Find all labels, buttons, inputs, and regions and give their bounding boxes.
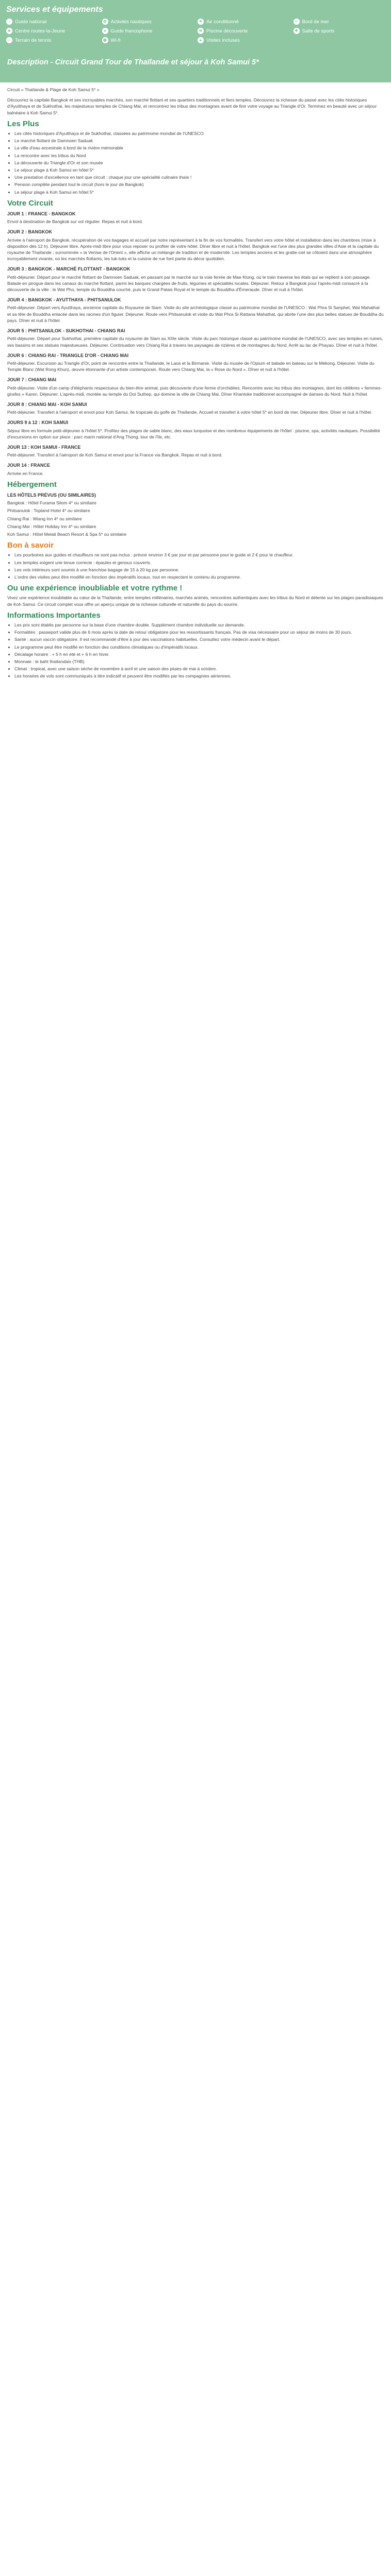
service-item: [6, 37, 98, 43]
wifi-icon: ◉: [102, 37, 108, 43]
service-item: [294, 19, 385, 25]
list-item: • Les temples exigent une tenue correcte : épaules et genoux couverts.: [14, 560, 384, 566]
list-item: • Les prix sont établis par personne sur la base d'une chambre double. Supplément chambre individuelle sur demande.: [14, 622, 384, 628]
hotel-line: Bangkok : Hôtel Furama Silom 4* ou similaire: [7, 500, 96, 506]
sun-icon: ☀: [198, 19, 204, 25]
plus-heading: Les Plus: [7, 119, 39, 128]
day-heading: JOURS 9 à 12 : KOH SAMUI: [7, 420, 69, 426]
list-item: • L'ordre des visites peut être modifié en fonction des impératifs locaux, tout en respectant le contenu du programme.: [14, 574, 384, 580]
service-label: Bord de mer: [302, 19, 329, 25]
list-item: • Les horaires de vols sont communiqués à titre indicatif et peuvent être modifiés par les compagnies aériennes.: [14, 673, 384, 679]
day-heading: JOUR 14 : FRANCE: [7, 463, 51, 468]
list-item: • Les vols intérieurs sont soumis à une franchise bagage de 15 à 20 kg par personne.: [14, 567, 384, 573]
good-list: [7, 552, 384, 580]
list-item: • Le programme peut être modifié en fonction des conditions climatiques ou d'impératifs locaux.: [14, 644, 384, 650]
good-heading: Bon à savoir: [7, 541, 54, 550]
circuit-heading: Votre Circuit: [7, 198, 53, 208]
list-item: • La rencontre avec les tribus du Nord: [14, 152, 384, 159]
list-item: • Les cités historiques d'Ayutthaya et de Sukhothai, classées au patrimoine mondial de l'UNESCO: [14, 130, 384, 137]
service-item: [198, 28, 289, 34]
home-icon: ⌂: [6, 37, 12, 43]
day-text: Petit-déjeuner. Transfert à l'aéroport et envol pour Koh Samui, île tropicale du golfe de Thaïlande. Accueil et transfert à votre hôtel 5* en bord de mer. Déjeuner libre. Dîner et nuit à l'hôtel.: [7, 410, 372, 415]
car-icon: ▲: [198, 37, 204, 43]
day-text: Arrivée à l'aéroport de Bangkok, récupération de vos bagages et accueil par notre représentant à la fin de vos formalités. Transfert vers votre hôtel et installation dans les chambres (mise à disposition dès 12 h). Déjeuner libre. Après-midi libre pour vous reposer ou profiter de votre hôtel. Dîner libre et nuit à l'hôtel. Bangkok est l'une des plus grandes villes d'Asie et la capitale du royaume de Thaïlande ; surnommée « la Venise de l'Orient », elle affiche un mélange de tradition et de modernité. Les temples anciens et les gratte-ciel se côtoient dans une atmosphère incroyablement vivante, où les marchés flottants, les tuk-tuks et la cuisine de rue font partie du décor quotidien.: [7, 237, 379, 262]
hotel-line: Phitsanulok : Topland Hotel 4* ou similaire: [7, 508, 90, 514]
day-text: Envol à destination de Bangkok sur vol régulier. Repas et nuit à bord.: [7, 219, 143, 225]
days-list: [7, 211, 384, 477]
services-grid: [6, 19, 385, 43]
service-label: Guide national: [15, 19, 47, 25]
list-item: • Décalage horaire : + 5 h en été et + 6 h en hiver.: [14, 651, 384, 657]
service-label: Guide francophone: [110, 28, 153, 34]
hotel-list: [7, 500, 384, 537]
hotel-heading: Hébergement: [7, 480, 57, 489]
day-heading: JOUR 13 : KOH SAMUI - FRANCE: [7, 444, 81, 450]
service-item: [6, 28, 98, 34]
day-text: Petit-déjeuner. Transfert à l'aéroport de Koh Samui et envol pour la France via Bangkok. Repas et nuit à bord.: [7, 452, 223, 458]
day-text: Petit-déjeuner. Visite d'un camp d'éléphants respectueux du bien-être animal, puis découverte d'une ferme d'orchidées. Rencontre avec les tribus des montagnes, dont les célèbres « femmes-girafes » Karen. Déjeuner. L'après-midi, montée au temple du Doi Suthep, qui domine la ville de Chiang Mai. Dîner Khantoke traditionnel accompagné de danses du Nord. Nuit à l'hôtel.: [7, 385, 382, 397]
day-text: Petit-déjeuner. Départ vers Ayutthaya, ancienne capitale du Royaume de Siam. Visite du site archéologique classé au patrimoine mondial de l'UNESCO : Wat Phra Si Sanphet, Wat Mahathat et sa tête de Bouddha enlacée dans les racines d'un figuier. Déjeuner. Route vers Phitsanulok et visite du Wat Phra Si Rattana Mahathat, qui abrite l'une des plus belles statues de Bouddha du pays. Dîner et nuit à l'hôtel.: [7, 305, 384, 323]
intro-paragraph: Découvrez la capitale Bangkok et ses incroyables marchés, son marché flottant et ses quartiers traditionnels et fiers temples. Découvrez la richesse du passé avec les cités historiques d'Ayutthaya et de Sukhothai, les majestueux temples de Chiang Mai, et rencontrez les tribus des montagnes avant de finir votre voyage au Triangle d'Or. Terminez en beauté avec un séjour balnéaire à Koh Samui 5*.: [7, 97, 377, 115]
day-heading: JOUR 4 : BANGKOK - AYUTTHAYA - PHITSANULOK: [7, 297, 121, 303]
pool-icon: ≋: [198, 28, 204, 34]
day-text: Petit-déjeuner. Départ pour Sukhothai, première capitale du royaume de Siam au XIIIe siècle. Visite du parc historique classé au patrimoine mondial de l'UNESCO, avec ses temples en ruines, ses bassins et ses statues majestueuses. Déjeuner. Continuation vers Chiang Rai à travers les paysages de rizières et de montagnes du Nord. Arrêt au lac de Phayao. Dîner et nuit à l'hôtel.: [7, 336, 383, 348]
service-label: Visites incluses: [206, 37, 240, 43]
hotel-line: Chiang Mai : Hôtel Holiday Inn 4* ou similaire: [7, 523, 96, 529]
list-item: • La découverte du Triangle d'Or et son musée: [14, 160, 384, 166]
day-text: Arrivée en France.: [7, 470, 44, 476]
day-heading: JOUR 3 : BANGKOK - MARCHÉ FLOTTANT - BANGKOK: [7, 266, 131, 272]
list-item: • Climat : tropical, avec une saison sèche de novembre à avril et une saison des pluies de mai à octobre.: [14, 666, 384, 672]
service-item: [198, 19, 289, 25]
day-text: Petit-déjeuner. Départ pour le marché flottant de Damnoen Saduak, en passant par le marché sur la voie ferrée de Mae Klong, où le train traverse les étals qui se replient à son passage. Balade en pirogue dans les canaux du marché flottant, parmi les barques chargées de fruits, légumes et spécialités locales. Déjeuner. Retour à Bangkok pour l'après-midi consacré à la découverte de la ville : le Wat Pho, temple du Bouddha couché, puis le Grand Palais Royal et le temple du Bouddha d'Émeraude. Dîner et nuit à l'hôtel.: [7, 274, 371, 293]
list-item: • Une prestation d'excellence en tant que circuit : chaque jour une spécialité culinaire thaïe !: [14, 174, 384, 180]
list-item: • Formalités : passeport valide plus de 6 mois après la date de retour obligatoire pour les ressortissants français. Pas de visa nécessaire pour un séjour de moins de 30 jours.: [14, 629, 384, 635]
service-label: Centre routes-la-Jeune: [15, 28, 66, 34]
sport-icon: ✚: [294, 28, 300, 34]
service-item: [102, 37, 194, 43]
extra-paragraph: Vivez une expérience inoubliable au cœur de la Thaïlande, entre temples millénaires, marchés animés, rencontres authentiques avec les tribus du Nord et détente sur les plages paradisiaques de Koh Samui. Ce circuit complet vous offre un aperçu unique de la richesse culturelle et naturelle du pays du sourire.: [7, 595, 383, 607]
title-bar: [0, 53, 391, 82]
service-item: [6, 19, 98, 25]
list-item: • Le séjour plage à Koh Samui en hôtel 5*: [14, 189, 384, 195]
day-text: Séjour libre en formule petit-déjeuner à l'hôtel 5*. Profitez des plages de sable blanc, des eaux turquoise et des nombreux équipements de l'hôtel : piscine, spa, activités nautiques. Possibilité d'excursions en option sur place : parc marin national d'Ang Thong, tour de l'île, etc.: [7, 428, 380, 439]
service-label: Piscine découverte: [206, 28, 248, 34]
bed-icon: ≈: [294, 19, 300, 25]
day-text: Petit-déjeuner. Excursion au Triangle d'Or, point de rencontre entre la Thaïlande, le Laos et la Birmanie. Visite du musée de l'Opium et balade en bateau sur le Mékong. Déjeuner. Visite du Temple Blanc (Wat Rong Khun), œuvre étonnante d'un artiste contemporain. Route vers Chiang Mai, la « Rose du Nord ». Dîner et nuit à l'hôtel.: [7, 360, 374, 372]
hotel-line: Koh Samui : Hôtel Melati Beach Resort & Spa 5* ou similaire: [7, 531, 127, 537]
service-item: [294, 28, 385, 34]
list-item: • Le séjour plage à Koh Samui en hôtel 5*: [14, 167, 384, 173]
day-heading: JOUR 5 : PHITSANULOK - SUKHOTHAI - CHIANG RAI: [7, 328, 125, 334]
list-item: • Santé : aucun vaccin obligatoire. Il est recommandé d'être à jour des vaccinations habituelles. Consultez votre médecin avant le départ.: [14, 636, 384, 642]
mic-icon: ♪: [6, 19, 12, 25]
services-title: Services et équipements: [6, 5, 103, 14]
day-heading: JOUR 8 : CHIANG MAI - KOH SAMUI: [7, 401, 87, 407]
day-heading: JOUR 7 : CHIANG MAI: [7, 377, 57, 383]
day-heading: JOUR 2 : BANGKOK: [7, 229, 53, 235]
plate-icon: ●: [102, 28, 108, 34]
service-item: [198, 37, 289, 43]
list-item: • Les pourboires aux guides et chauffeurs ne sont pas inclus : prévoir environ 3 € par jour et par personne pour le guide et 2 € pour le chauffeur.: [14, 552, 384, 558]
list-item: • Pension complète pendant tout le circuit (hors le jour de Bangkok): [14, 181, 384, 188]
content: [0, 82, 391, 680]
info-heading: Informations Importantes: [7, 611, 101, 620]
bus-icon: ■: [6, 28, 12, 34]
page-title: Description - Circuit Grand Tour de Thaïlande et séjour à Koh Samui 5*: [7, 58, 259, 66]
service-label: Terrain de tennis: [15, 37, 52, 43]
services-panel: [0, 0, 391, 53]
service-label: Air conditionné: [206, 19, 239, 25]
day-heading: JOUR 1 : FRANCE - BANGKOK: [7, 211, 76, 217]
service-item: [102, 28, 194, 34]
extra-heading: Ou une expérience inoubliable et votre rythme !: [7, 584, 183, 593]
list-item: • La ville d'eau ancestrale à bord de la rivière mémorable: [14, 145, 384, 151]
service-item: [102, 19, 194, 25]
service-label: Activités nautiques: [110, 19, 152, 25]
list-item: • Le marché flottant de Damnoen Saduak: [14, 138, 384, 144]
intro-line: Circuit « Thaïlande & Plage de Koh Samui 5* »: [7, 87, 100, 92]
service-label: Salle de sports: [302, 28, 335, 34]
list-item: • Monnaie : le baht thaïlandais (THB).: [14, 658, 384, 665]
day-heading: JOUR 6 : CHIANG RAI - TRIANGLE D'OR - CHIANG MAI: [7, 352, 129, 358]
plus-list: [7, 130, 384, 195]
service-label: Wi-fi: [110, 37, 121, 43]
info-list: [7, 622, 384, 680]
hotel-line: Chiang Rai : Wiang Inn 4* ou similaire: [7, 516, 82, 521]
leaf-icon: ✿: [102, 19, 108, 25]
hotel-subheading: LES HÔTELS PRÉVUS (OU SIMILAIRES): [7, 492, 96, 498]
